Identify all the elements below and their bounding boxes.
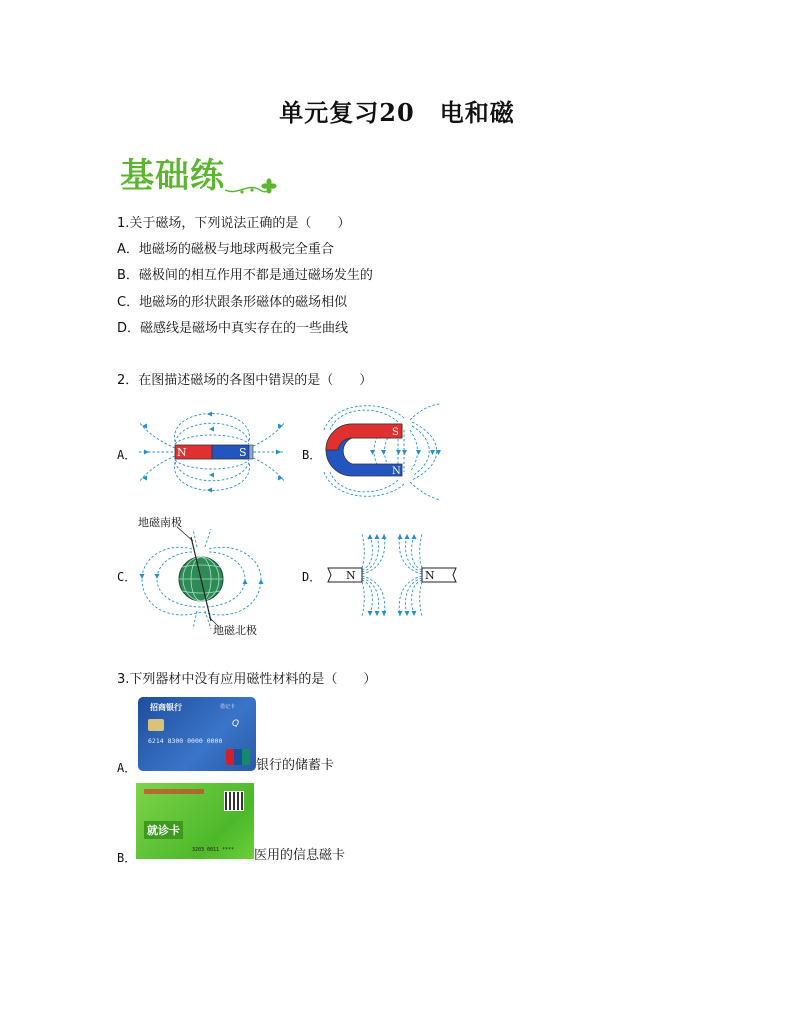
bank-card-number: 6214 8300 0000 0000 — [148, 737, 223, 745]
medical-card-qr-icon — [224, 791, 244, 811]
page-title: 单元复习20 电和磁 — [279, 98, 515, 127]
figure-b-horseshoe-magnet — [320, 400, 445, 505]
bank-card-chip — [148, 719, 164, 731]
figure-c-south-label: 地磁南极 — [138, 516, 182, 529]
question-2-label-d: D． — [302, 570, 322, 584]
figure-b-n-label: N — [392, 466, 401, 477]
question-1-option-b: B．磁极间的相互作用不都是通过磁场发生的 — [117, 268, 373, 283]
question-1-option-c: C．地磁场的形状跟条形磁体的磁场相似 — [117, 295, 348, 310]
question-1-option-a: A．地磁场的磁极与地球两极完全重合 — [117, 242, 334, 257]
figure-d-n1-label: N — [346, 569, 356, 582]
question-3-option-b-text: 医用的信息磁卡 — [254, 848, 346, 863]
figure-b-s-label: S — [392, 427, 399, 438]
question-3-option-a-label: A． — [117, 761, 137, 775]
question-2-label-b: B． — [302, 448, 322, 462]
bank-card-brand — [226, 749, 250, 765]
figure-c-north-label: 地磁北极 — [213, 624, 257, 637]
bank-card-bank-name: 招商银行 — [150, 703, 182, 712]
figure-a-s-label: S — [239, 446, 247, 459]
banner-vine-icon — [120, 146, 290, 202]
question-1-stem: 1.关于磁场，下列说法正确的是（ ） — [117, 216, 351, 231]
bank-card-quickpass: Q — [232, 719, 240, 729]
bank-card-image — [138, 697, 256, 771]
question-3-option-b-label: B． — [117, 851, 137, 865]
figure-a-bar-magnet — [137, 402, 287, 502]
bank-card-tag: 借记卡 — [220, 704, 236, 710]
medical-card-header — [144, 789, 204, 794]
question-2-label-a: A． — [117, 448, 137, 462]
figure-a-n-label: N — [177, 446, 187, 459]
section-banner — [120, 146, 290, 202]
banner-title: 基础练 — [120, 156, 225, 196]
medical-card-image — [136, 783, 254, 859]
question-2-label-c: C． — [117, 570, 137, 584]
question-3-option-a-text: 银行的储蓄卡 — [256, 758, 335, 773]
figure-c-earth — [137, 527, 267, 632]
medical-card-label: 就诊卡 — [144, 821, 183, 839]
figure-d-two-n-poles — [322, 530, 462, 620]
medical-card-number: 3203 0011 **** — [192, 847, 235, 853]
question-3-stem: 3.下列器材中没有应用磁性材料的是（ ） — [117, 672, 377, 687]
figure-d-n2-label: N — [425, 569, 435, 582]
question-1-option-d: D．磁感线是磁场中真实存在的一些曲线 — [117, 321, 349, 336]
question-2-stem: 2．在图描述磁场的各图中错误的是（ ） — [117, 373, 373, 388]
